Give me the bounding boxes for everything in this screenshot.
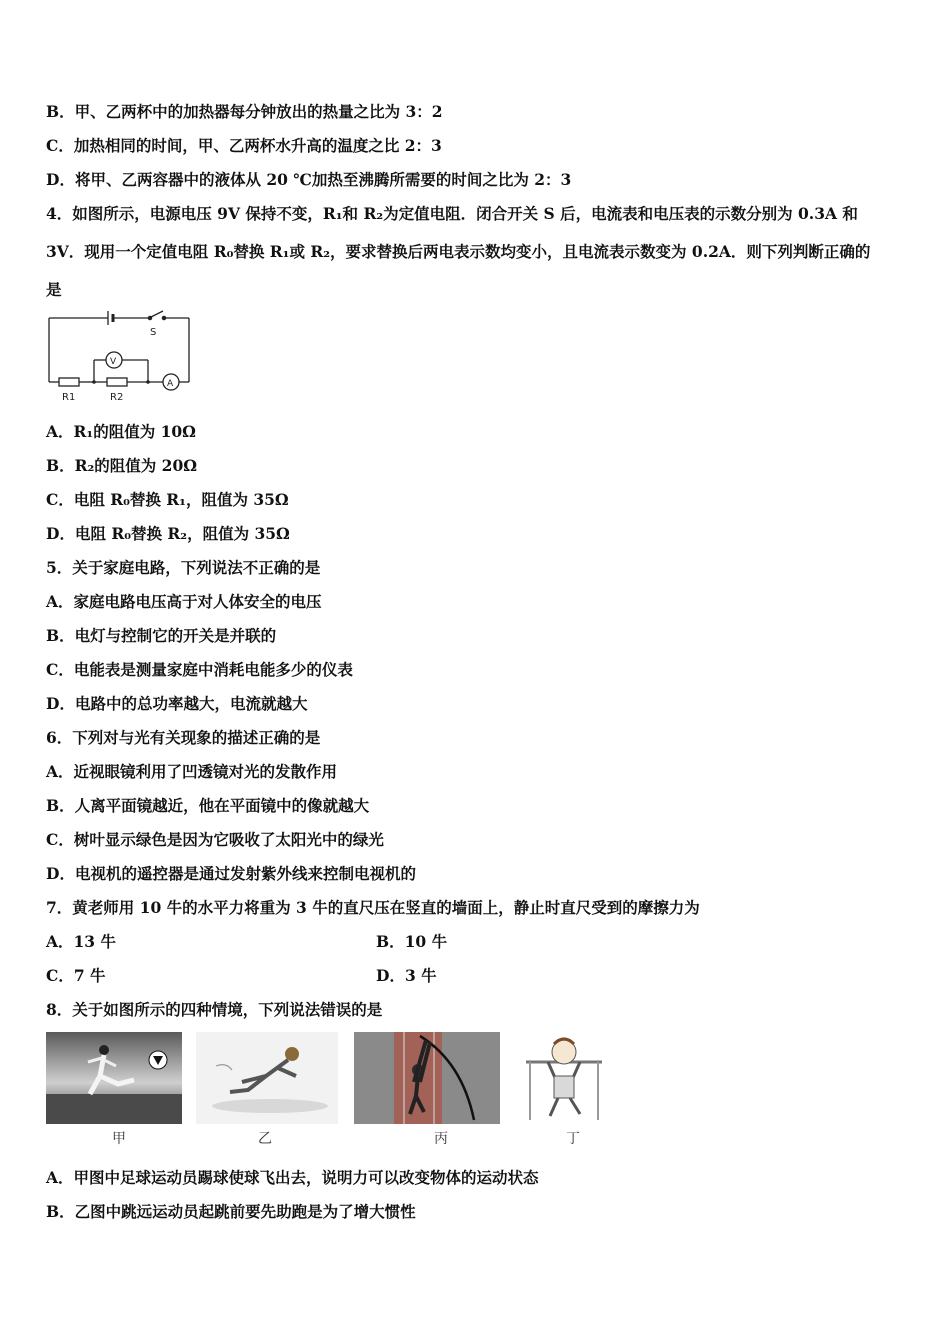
- q8-option-b: B．乙图中跳远运动员起跳前要先助跑是为了增大惯性: [46, 1202, 416, 1221]
- pull-up-cartoon-image: [518, 1032, 610, 1124]
- q4-option-c: C．电阻 R₀替换 R₁，阻值为 35Ω: [46, 490, 289, 509]
- long-jump-image: [196, 1032, 338, 1124]
- q7-option-c: C．7 牛: [46, 966, 106, 985]
- q8-stem: 8．关于如图所示的四种情境，下列说法错误的是: [46, 1000, 383, 1019]
- circuit-diagram: [44, 308, 194, 404]
- q3-option-b: B．甲、乙两杯中的加热器每分钟放出的热量之比为 3：2: [46, 102, 443, 121]
- q5-stem: 5．关于家庭电路，下列说法不正确的是: [46, 558, 321, 577]
- q8-figure-row: [44, 1032, 604, 1150]
- q6-option-c: C．树叶显示绿色是因为它吸收了太阳光中的绿光: [46, 830, 384, 849]
- q8-option-a: A．甲图中足球运动员踢球使球飞出去，说明力可以改变物体的运动状态: [46, 1168, 539, 1187]
- q5-option-c: C．电能表是测量家庭中消耗电能多少的仪表: [46, 660, 353, 679]
- q3-option-d: D．将甲、乙两容器中的液体从 20 ℃加热至沸腾所需要的时间之比为 2：3: [46, 170, 572, 189]
- q5-option-d: D．电路中的总功率越大，电流就越大: [46, 694, 308, 713]
- soccer-kick-image: [46, 1032, 182, 1124]
- q6-option-d: D．电视机的遥控器是通过发射紫外线来控制电视机的: [46, 864, 416, 883]
- caption-jia: 甲: [112, 1131, 126, 1147]
- q7-option-d: D．3 牛: [376, 966, 437, 985]
- caption-ding: 丁: [566, 1131, 580, 1147]
- ammeter-label: A: [167, 379, 174, 389]
- q7-stem: 7．黄老师用 10 牛的水平力将重为 3 牛的直尺压在竖直的墙面上，静止时直尺受到的摩擦力为: [46, 898, 700, 917]
- r2-label: R2: [110, 392, 124, 403]
- q7-option-b: B．10 牛: [376, 932, 448, 951]
- q4-option-d: D．电阻 R₀替换 R₂，阻值为 35Ω: [46, 524, 290, 543]
- q4-option-b: B．R₂的阻值为 20Ω: [46, 456, 198, 475]
- q6-stem: 6．下列对与光有关现象的描述正确的是: [46, 728, 321, 747]
- q7-option-a: A．13 牛: [46, 932, 116, 951]
- caption-bing: 丙: [434, 1131, 448, 1147]
- pole-vault-image: [354, 1032, 500, 1124]
- q6-option-a: A．近视眼镜利用了凹透镜对光的发散作用: [46, 762, 338, 781]
- q4-stem-line-2: 3V．现用一个定值电阻 R₀替换 R₁或 R₂，要求替换后两电表示数均变小，且电流表示数变为 0.2A．则下列判断正确的: [46, 242, 871, 261]
- switch-label: S: [150, 327, 157, 338]
- caption-yi: 乙: [258, 1131, 272, 1147]
- q4-stem-line-3: 是: [46, 280, 62, 299]
- q4-stem-line-1: 4．如图所示，电源电压 9V 保持不变，R₁和 R₂为定值电阻．闭合开关 S 后，电流表和电压表的示数分别为 0.3A 和: [46, 204, 858, 223]
- r1-label: R1: [62, 392, 76, 403]
- q5-option-a: A．家庭电路电压高于对人体安全的电压: [46, 592, 322, 611]
- voltmeter-label: V: [110, 357, 117, 367]
- q5-option-b: B．电灯与控制它的开关是并联的: [46, 626, 277, 645]
- q3-option-c: C．加热相同的时间，甲、乙两杯水升高的温度之比 2：3: [46, 136, 442, 155]
- q4-option-a: A．R₁的阻值为 10Ω: [46, 422, 196, 441]
- q6-option-b: B．人离平面镜越近，他在平面镜中的像就越大: [46, 796, 370, 815]
